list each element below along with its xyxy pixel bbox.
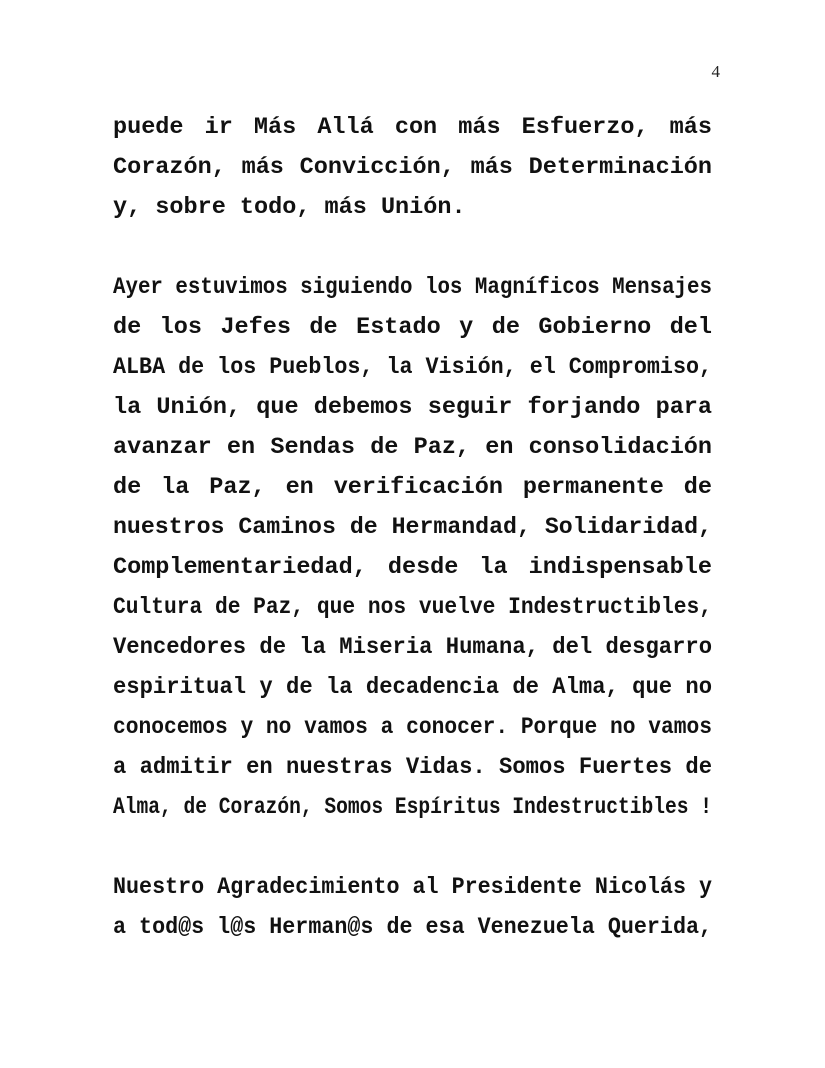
text-line: de la Paz, en verificación permanente de xyxy=(113,474,712,501)
text-line: Vencedores de la Miseria Humana, del desgarro xyxy=(113,634,712,661)
text-line: de los Jefes de Estado y de Gobierno del xyxy=(113,314,712,341)
paragraph-3 xyxy=(113,868,712,948)
text-line: la Unión, que debemos seguir forjando para xyxy=(113,394,712,421)
text-line: conocemos y no vamos a conocer. Porque no vamos xyxy=(113,714,712,741)
text-line: a admitir en nuestras Vidas. Somos Fuertes de xyxy=(113,754,712,781)
text-line: espiritual y de la decadencia de Alma, que no xyxy=(113,674,712,701)
text-line: avanzar en Sendas de Paz, en consolidación xyxy=(113,434,712,461)
text-line: Complementariedad, desde la indispensable xyxy=(113,554,712,581)
text-line: y, sobre todo, más Unión. xyxy=(113,194,466,221)
page-number: 4 xyxy=(711,62,720,81)
text-line: Nuestro Agradecimiento al Presidente Nicolás y xyxy=(113,874,712,901)
text-line: puede ir Más Allá con más Esfuerzo, más xyxy=(113,114,712,141)
text-line: a tod@s l@s Herman@s de esa Venezuela Querida, xyxy=(113,914,712,941)
text-line: Ayer estuvimos siguiendo los Magníficos Mensajes xyxy=(113,274,712,301)
text-line: ALBA de los Pueblos, la Visión, el Compromiso, xyxy=(113,354,712,381)
paragraph-1 xyxy=(113,108,712,228)
text-line: Cultura de Paz, que nos vuelve Indestructibles, xyxy=(113,594,712,621)
text-line: Corazón, más Convicción, más Determinación xyxy=(113,154,712,181)
paragraph-2 xyxy=(113,268,712,828)
text-line: nuestros Caminos de Hermandad, Solidaridad, xyxy=(113,514,712,541)
text-line: Alma, de Corazón, Somos Espíritus Indestructibles ! xyxy=(113,794,712,821)
